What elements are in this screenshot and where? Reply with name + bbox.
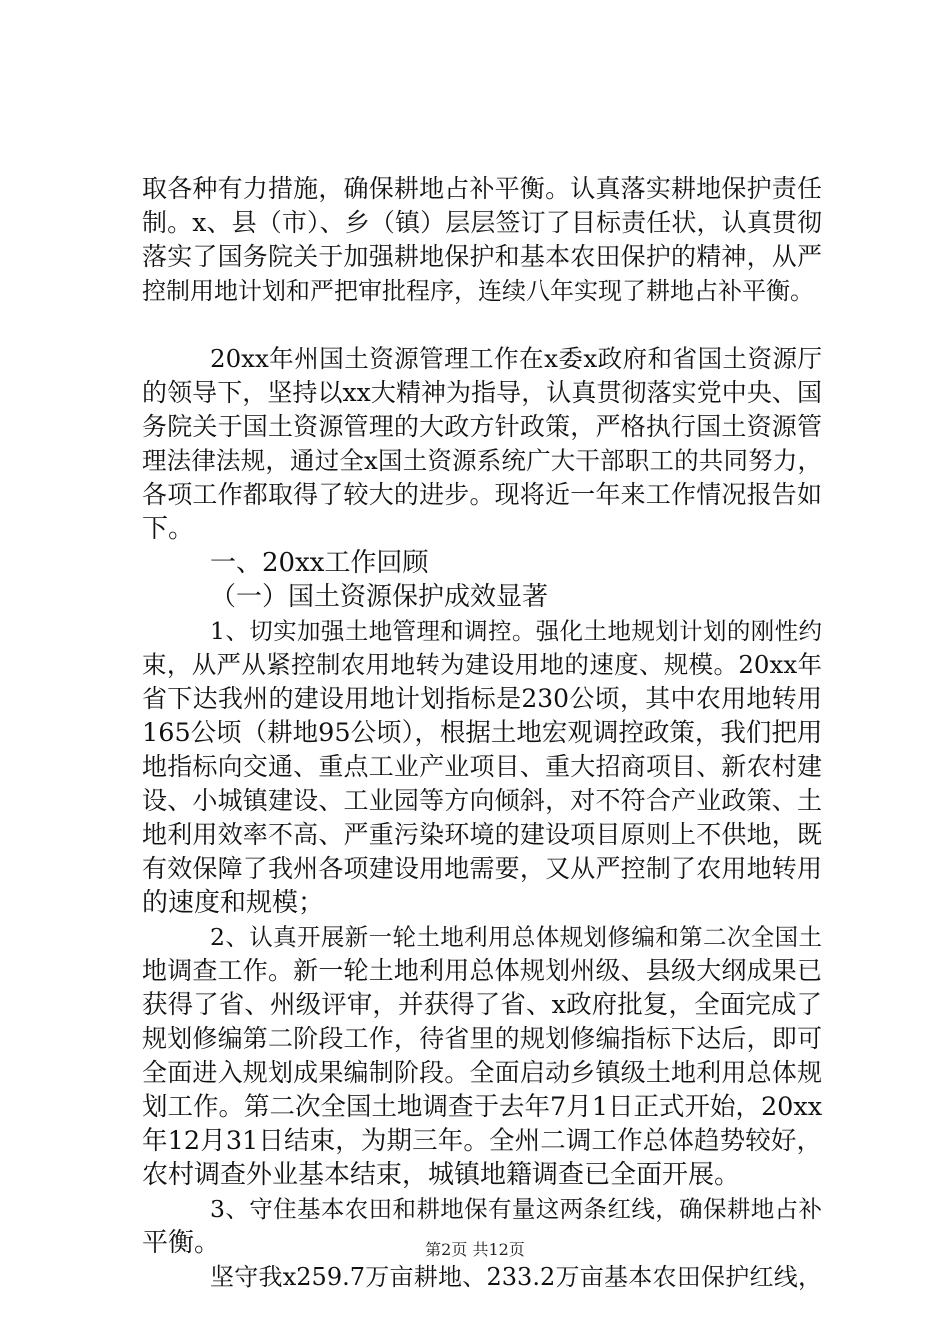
text-line: 的领导下，坚持以xx大精神为指导，认真贯彻落实党中央、国 [142,378,822,407]
page-footer: 第2页 共12页 [425,1240,525,1259]
text-line: 理法律法规，通过全x国土资源系统广大干部职工的共同努力， [142,446,822,475]
text-line: 制。x、县（市）、乡（镇）层层签订了目标责任状，认真贯彻 [142,208,822,237]
text-line: 下。 [142,514,195,544]
text-line: 规划修编第二阶段工作，待省里的规划修编指标下达后，即可 [142,1024,822,1053]
text-line: 各项工作都取得了较大的进步。现将近一年来工作情况报告如 [142,480,822,509]
text-line: 的速度和规模； [142,888,325,918]
text-line: 农村调查外业基本结束，城镇地籍调查已全面开展。 [142,1160,741,1190]
text-line: （一）国土资源保护成效显著 [210,582,549,612]
text-line: 2、认真开展新一轮土地利用总体规划修编和第二次全国土 [210,923,822,951]
text-line: 落实了国务院关于加强耕地保护和基本农田保护的精神，从严 [142,242,822,271]
paragraph-gap [142,308,822,342]
text-line: 3、守住基本农田和耕地保有量这两条红线，确保耕地占补 [210,1195,822,1223]
text-line: 一、20xx工作回顾 [210,548,429,578]
text-line: 控制用地计划和严把审批程序，连续八年实现了耕地占补平衡。 [142,277,814,305]
document-body [142,172,822,1294]
text-line: 1、切实加强土地管理和调控。强化土地规划计划的刚性约 [210,617,822,645]
text-line: 省下达我州的建设用地计划指标是230公顷，其中农用地转用 [142,684,822,713]
text-line: 划工作。第二次全国土地调查于去年7月1日正式开始，20xx [142,1092,823,1122]
text-line: 全面进入规划成果编制阶段。全面启动乡镇级土地利用总体规 [142,1058,822,1087]
text-line: 年12月31日结束，为期三年。全州二调工作总体趋势较好， [142,1126,822,1156]
text-line: 地调查工作。新一轮土地利用总体规划州级、县级大纲成果已 [142,956,822,985]
text-line: 务院关于国土资源管理的大政方针政策，严格执行国土资源管 [142,412,822,441]
text-line: 20xx年州国土资源管理工作在x委x政府和省国土资源厅 [210,344,822,373]
text-line: 有效保障了我州各项建设用地需要，又从严控制了农用地转用 [142,854,822,883]
text-line: 地指标向交通、重点工业产业项目、重大招商项目、新农村建 [142,752,822,781]
text-line: 获得了省、州级评审，并获得了省、x政府批复，全面完成了 [142,990,822,1020]
text-line: 坚守我x259.7万亩耕地、233.2万亩基本农田保护红线， [210,1263,822,1291]
text-line: 165公顷（耕地95公顷），根据土地宏观调控政策，我们把用 [142,718,823,748]
text-line: 设、小城镇建设、工业园等方向倾斜，对不符合产业政策、土 [142,786,822,815]
text-line: 地利用效率不高、严重污染环境的建设项目原则上不供地，既 [142,820,822,849]
text-line: 平衡。 [142,1228,221,1258]
text-line: 取各种有力措施，确保耕地占补平衡。认真落实耕地保护责任 [142,174,822,203]
text-line: 束，从严从紧控制农用地转为建设用地的速度、规模。20xx年 [142,650,822,679]
